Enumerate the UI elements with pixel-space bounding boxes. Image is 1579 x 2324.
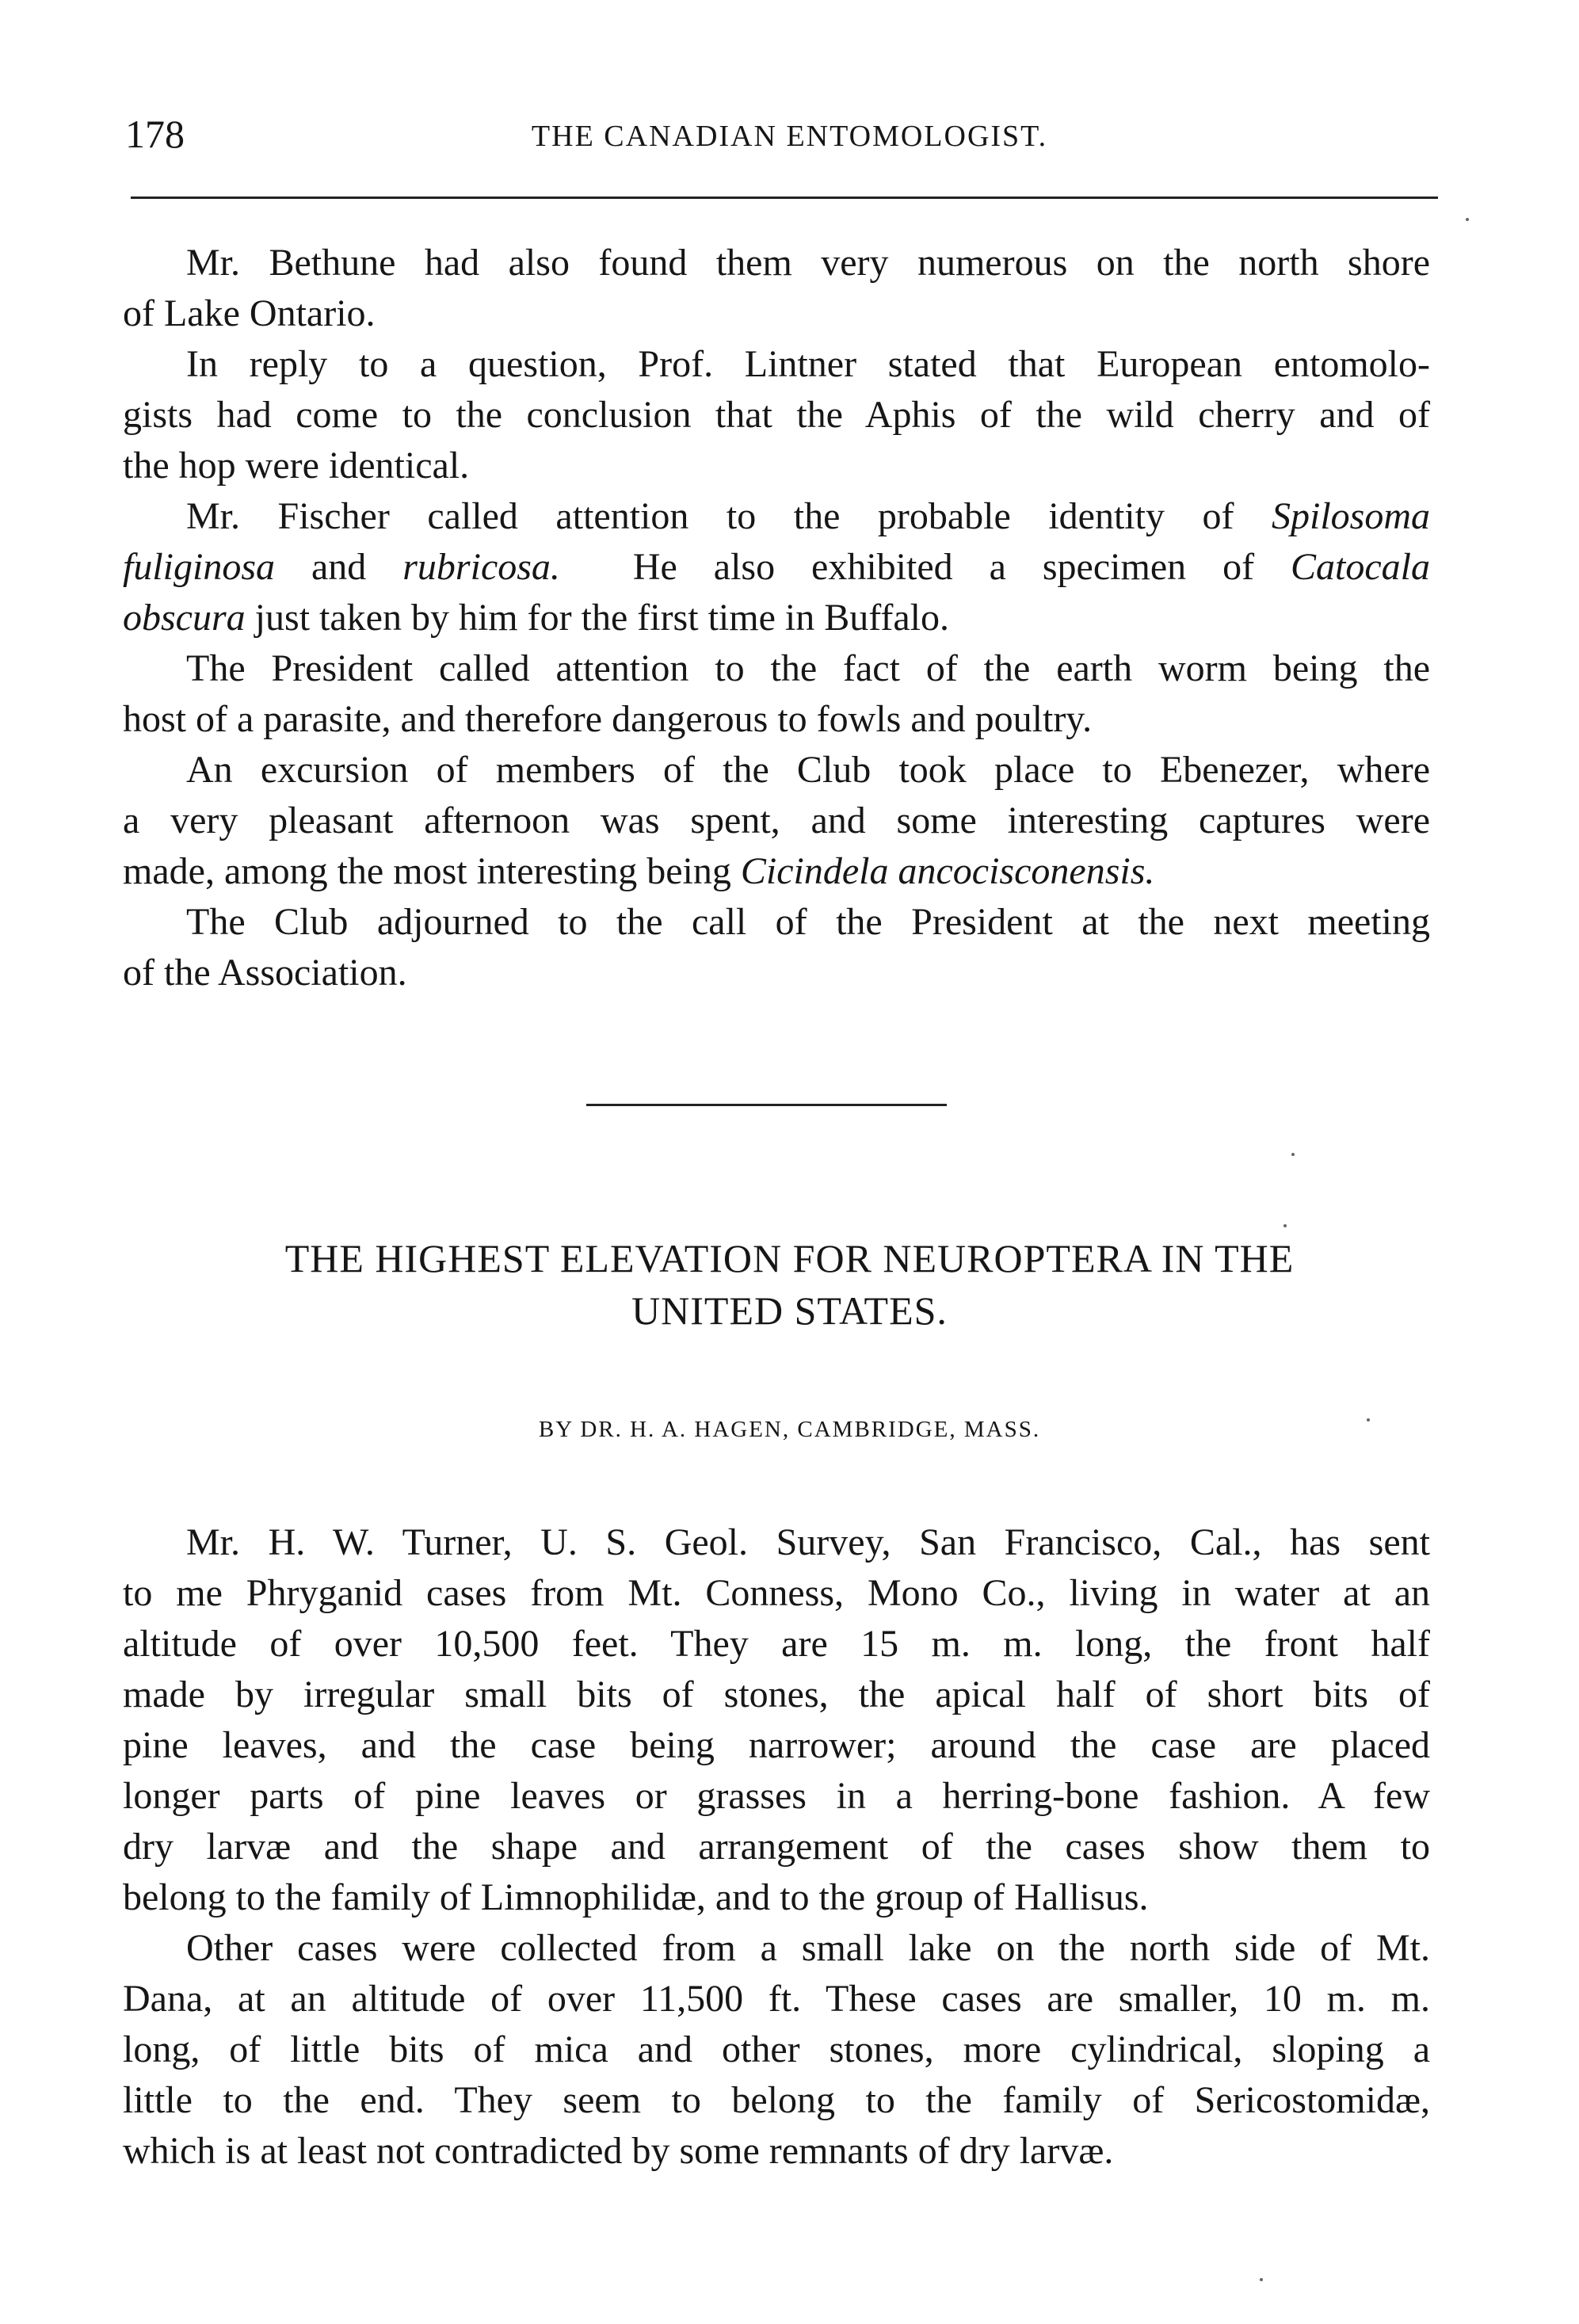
page-header (0, 111, 1579, 174)
text-line: the hop were identical. (123, 445, 470, 487)
article-title (0, 1232, 1579, 1337)
scan-speck (1367, 1418, 1370, 1421)
text-line: of the Association. (123, 952, 407, 994)
text-line: longer parts of pine leaves or grasses in a herring-bone fashion. A few (123, 1775, 1430, 1817)
header-rule (131, 197, 1438, 199)
text-line: a very pleasant afternoon was spent, and some interesting captures were (123, 799, 1430, 841)
text-line: Dana, at an altitude of over 11,500 ft. These cases are smaller, 10 m. m. (123, 1978, 1430, 2020)
text-line (123, 846, 1430, 897)
text-line: An excursion of members of the Club took place to Ebenezer, where (186, 749, 1430, 791)
taxon-name: fuliginosa (123, 546, 276, 588)
text-run: just taken by him for the first time in Buffalo. (254, 597, 949, 639)
meeting-notes (123, 238, 1430, 998)
article-body (123, 1517, 1430, 2177)
text-line: The President called attention to the fact of the earth worm being the (186, 647, 1430, 689)
taxon-name: Cicindela ancocisconensis. (740, 850, 1155, 892)
taxon-name: Spilosoma (1271, 495, 1430, 537)
article-byline: BY DR. H. A. HAGEN, CAMBRIDGE, MASS. (538, 1417, 1041, 1442)
text-line: dry larvæ and the shape and arrangement of the cases show them to (123, 1826, 1430, 1868)
taxon-name: obscura (123, 597, 246, 639)
text-run: He also exhibited a specimen of (632, 546, 1255, 588)
section-divider (586, 1104, 947, 1106)
text-line: of Lake Ontario. (123, 292, 376, 334)
title-line: UNITED STATES. (631, 1288, 948, 1333)
text-line: pine leaves, and the case being narrower; around the case are placed (123, 1724, 1430, 1766)
text-line: In reply to a question, Prof. Lintner stated that European entomolo- (186, 343, 1430, 385)
text-line: gists had come to the conclusion that the Aphis of the wild cherry and of (123, 394, 1430, 436)
text-line: long, of little bits of mica and other stones, more cylindrical, sloping a (123, 2028, 1430, 2070)
text-line: made by irregular small bits of stones, the apical half of short bits of (123, 1673, 1430, 1715)
text-line (123, 593, 1430, 643)
text-line: host of a parasite, and therefore dangerous to fowls and poultry. (123, 698, 1093, 740)
page-number: 178 (125, 112, 185, 156)
text-run: Mr. Fischer called attention to the probable identity of (186, 495, 1234, 537)
text-line (123, 542, 1430, 593)
running-head: THE CANADIAN ENTOMOLOGIST. (531, 120, 1048, 153)
text-line (123, 491, 1430, 542)
scan-speck (1466, 218, 1469, 221)
text-line: The Club adjourned to the call of the President at the next meeting (186, 901, 1430, 943)
text-line: belong to the family of Limnophilidæ, and to the group of Hallisus. (123, 1876, 1149, 1918)
scan-speck (1291, 1153, 1295, 1156)
text-line: Mr. Bethune had also found them very numerous on the north shore (186, 242, 1430, 284)
text-line: Other cases were collected from a small lake on the north side of Mt. (186, 1927, 1430, 1969)
taxon-name: Catocala (1291, 546, 1431, 588)
scan-speck (1283, 1224, 1287, 1227)
taxon-name: rubricosa. (402, 546, 560, 588)
text-run: and (311, 546, 367, 588)
title-line: THE HIGHEST ELEVATION FOR NEUROPTERA IN THE (284, 1236, 1295, 1280)
scan-speck (1260, 2278, 1263, 2281)
text-line: altitude of over 10,500 feet. They are 15 m. m. long, the front half (123, 1623, 1430, 1665)
text-line: to me Phryganid cases from Mt. Conness, Mono Co., living in water at an (123, 1572, 1430, 1614)
text-run: made, among the most interesting being (123, 850, 731, 892)
text-line: Mr. H. W. Turner, U. S. Geol. Survey, San Francisco, Cal., has sent (186, 1521, 1430, 1563)
text-line: little to the end. They seem to belong to the family of Sericostomidæ, (123, 2079, 1430, 2121)
text-line: which is at least not contradicted by some remnants of dry larvæ. (123, 2130, 1114, 2172)
